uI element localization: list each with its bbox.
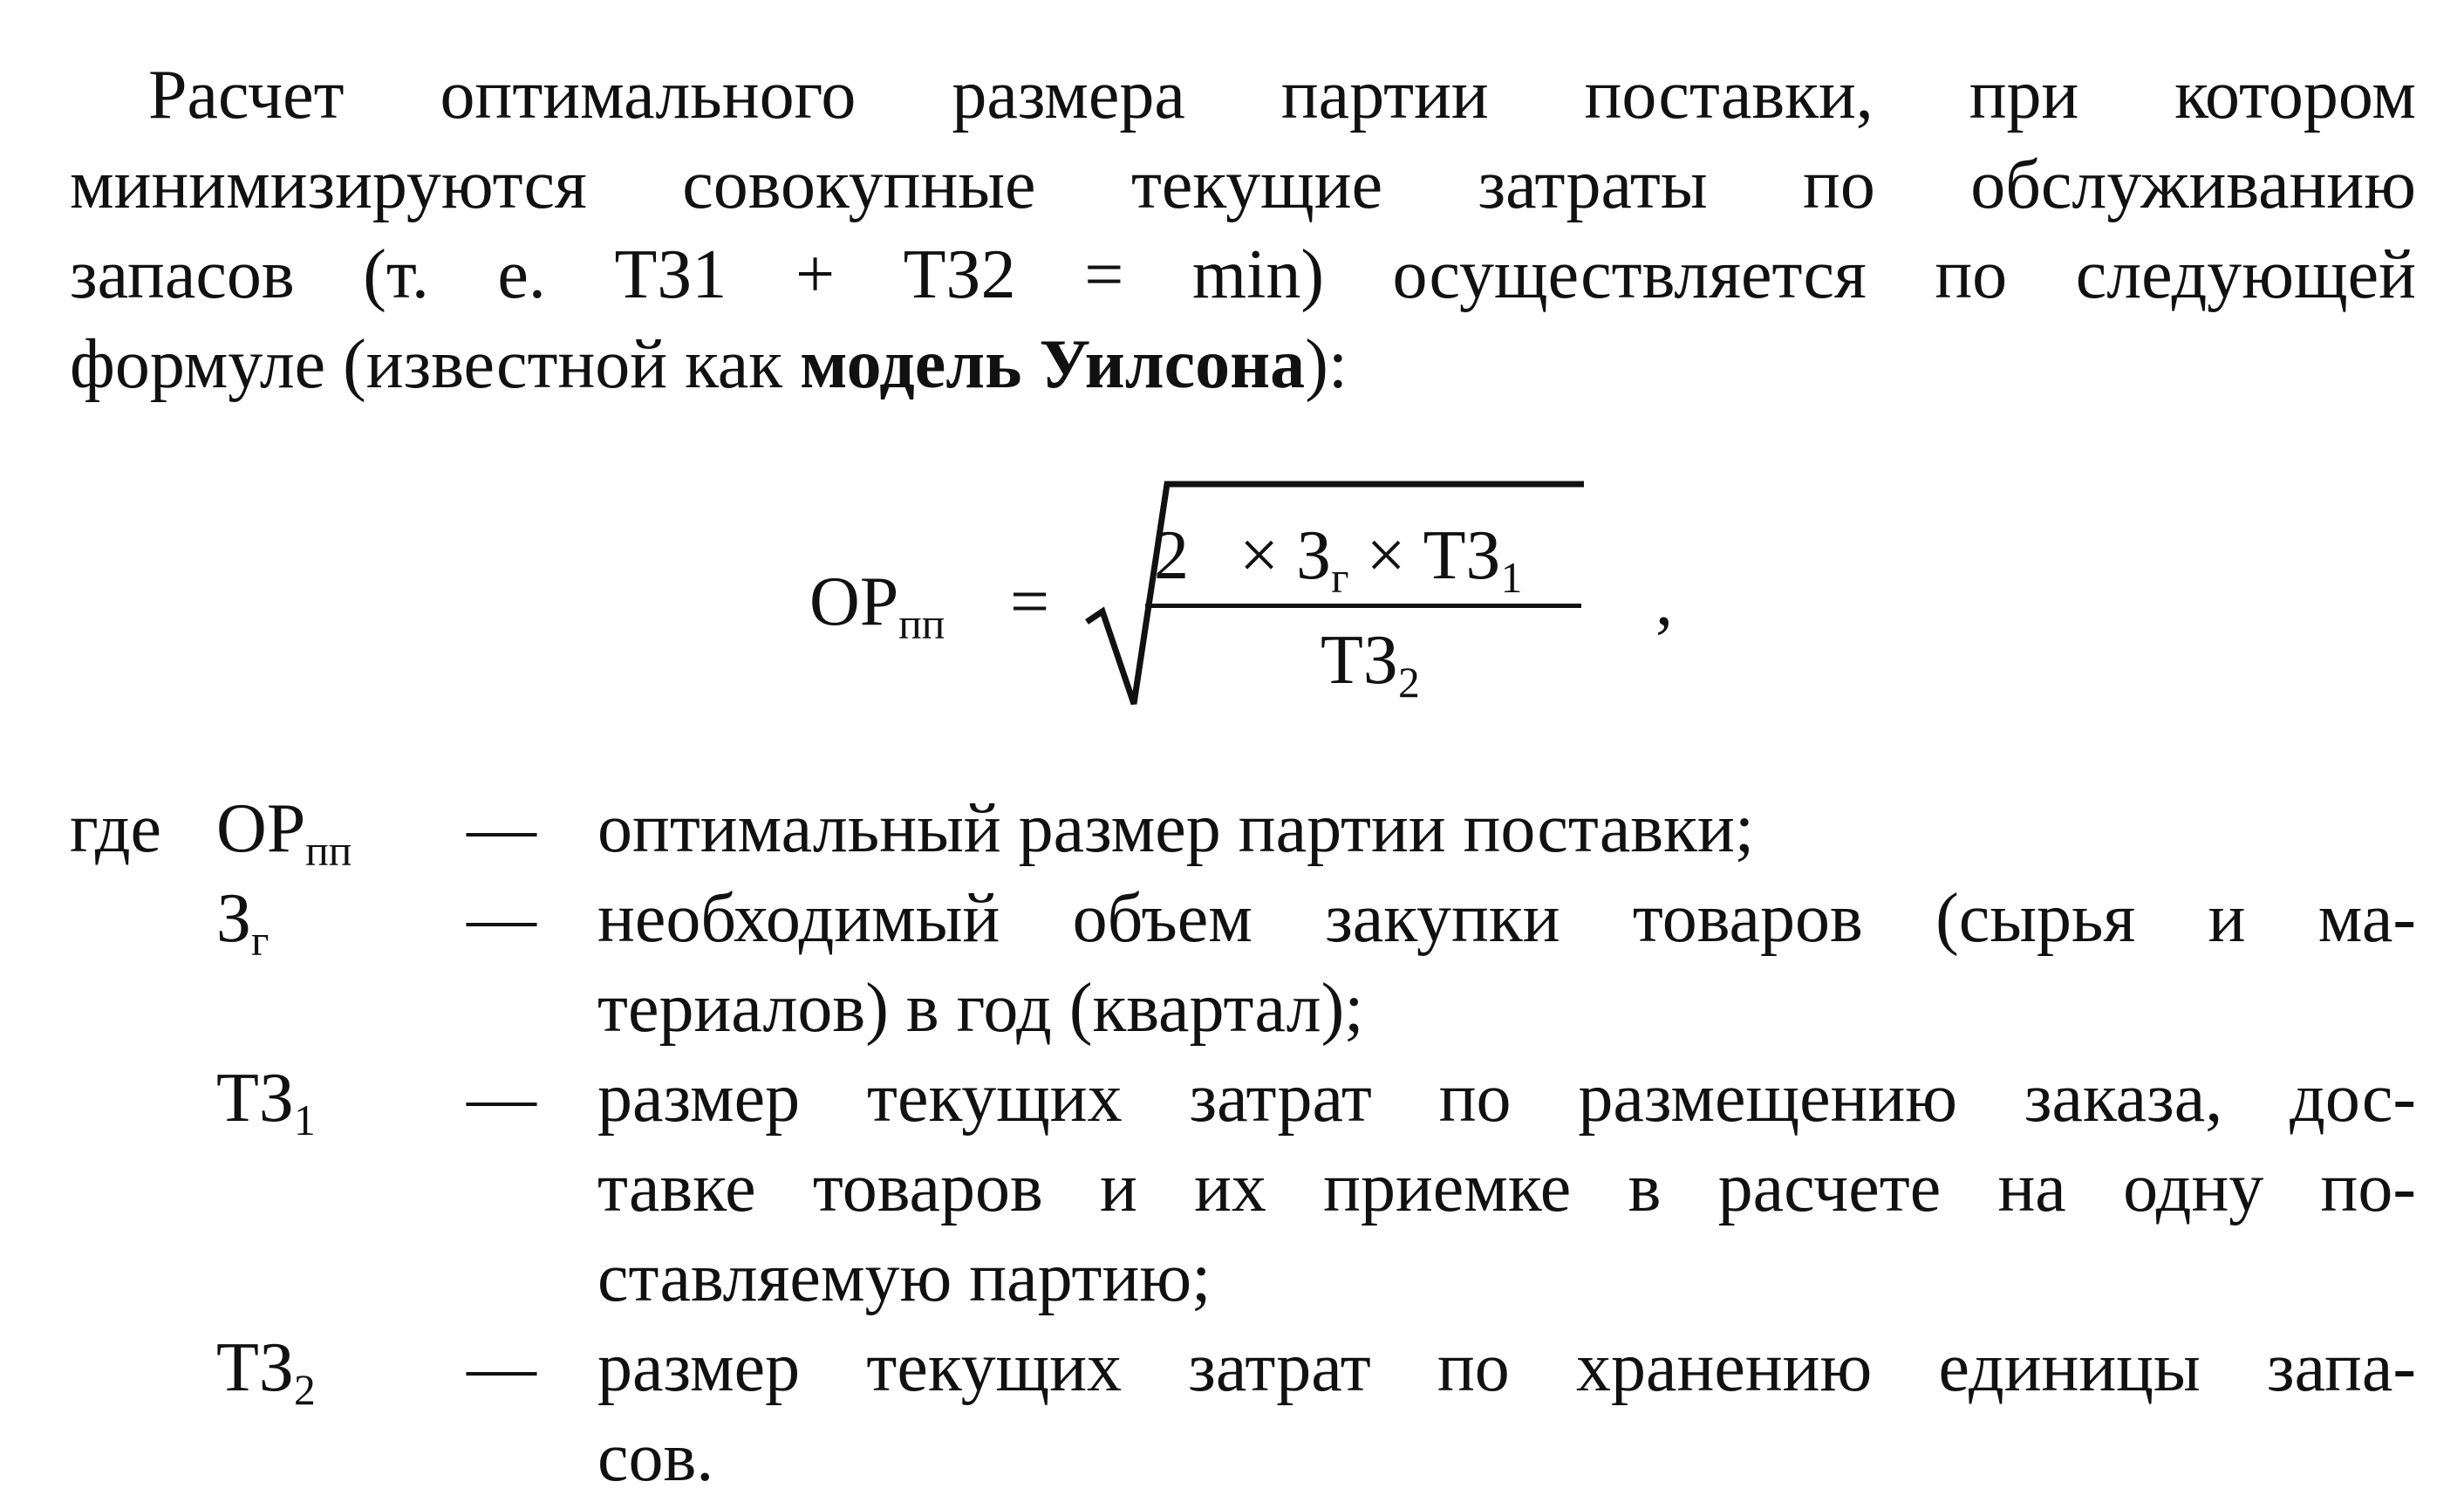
formula-numerator [1154,517,1523,602]
definition-text: оптимальный размер партии поставки; [597,790,1755,867]
intro-line-3: запасов (т. е. ТЗ1 + ТЗ2 = min) осуществляется по следующей [70,236,2416,313]
definition-dash: — [467,880,536,957]
definition-dash: — [467,790,536,867]
definition-text: сов. [597,1419,714,1496]
denominator-sub: 2 [1397,658,1420,707]
symbol-sub: 2 [293,1365,316,1414]
numerator-order-cost-sub: 1 [1500,553,1523,602]
formula-lhs-main: ОР [809,563,899,640]
formula-equals: = [1010,563,1050,640]
model-name-bold: модель Уилсона [800,326,1306,403]
numerator-volume: × З [1239,517,1332,594]
formula-lhs-sub: пп [898,599,945,648]
definition-symbol [216,879,270,965]
definition-dash: — [467,1060,536,1137]
formula-comma: , [1655,563,1673,640]
definition-symbol [216,789,352,875]
symbol-sub: 1 [293,1096,316,1144]
symbol-sub: пп [305,826,352,875]
definition-text: необходимый объем закупки товаров (сырья и ма- [597,880,2416,957]
symbol-main: ТЗ [216,1329,294,1406]
symbol-main: ТЗ [216,1060,294,1137]
numerator-two: 2 [1154,517,1189,594]
numerator-volume-sub: г [1331,553,1349,602]
intro-line-4-end: ): [1305,326,1348,403]
intro-line-2: минимизируются совокупные текущие затраты по обслуживанию [70,147,2416,223]
definition-text: териалов) в год (квартал); [597,970,1364,1047]
definition-text: размер текущих затрат по хранению единицы запа- [597,1329,2416,1406]
definition-dash: — [467,1329,536,1406]
formula-denominator [1321,622,1420,707]
definition-text: ставляемую партию; [597,1239,1212,1316]
intro-paragraph [70,51,2416,410]
fraction-bar [1145,604,1581,608]
symbol-main: З [216,880,252,957]
intro-line-1: Расчет оптимального размера партии поставки, при котором [148,57,2416,133]
formula-lhs [809,563,945,648]
symbol-sub: г [251,916,270,965]
definition-symbol [216,1328,316,1414]
denominator-main: ТЗ [1321,622,1398,699]
intro-line-4 [70,320,2416,410]
symbol-main: ОР [216,790,306,867]
numerator-order-cost: × ТЗ [1366,517,1501,594]
where-word: где [70,790,162,867]
definition-text: тавке товаров и их приемке в расчете на одну по- [597,1150,2416,1226]
intro-line-4-text: формуле (известной как [70,326,801,403]
definition-text: размер текущих затрат по размещению заказа, дос- [597,1060,2416,1137]
definition-symbol [216,1059,316,1144]
